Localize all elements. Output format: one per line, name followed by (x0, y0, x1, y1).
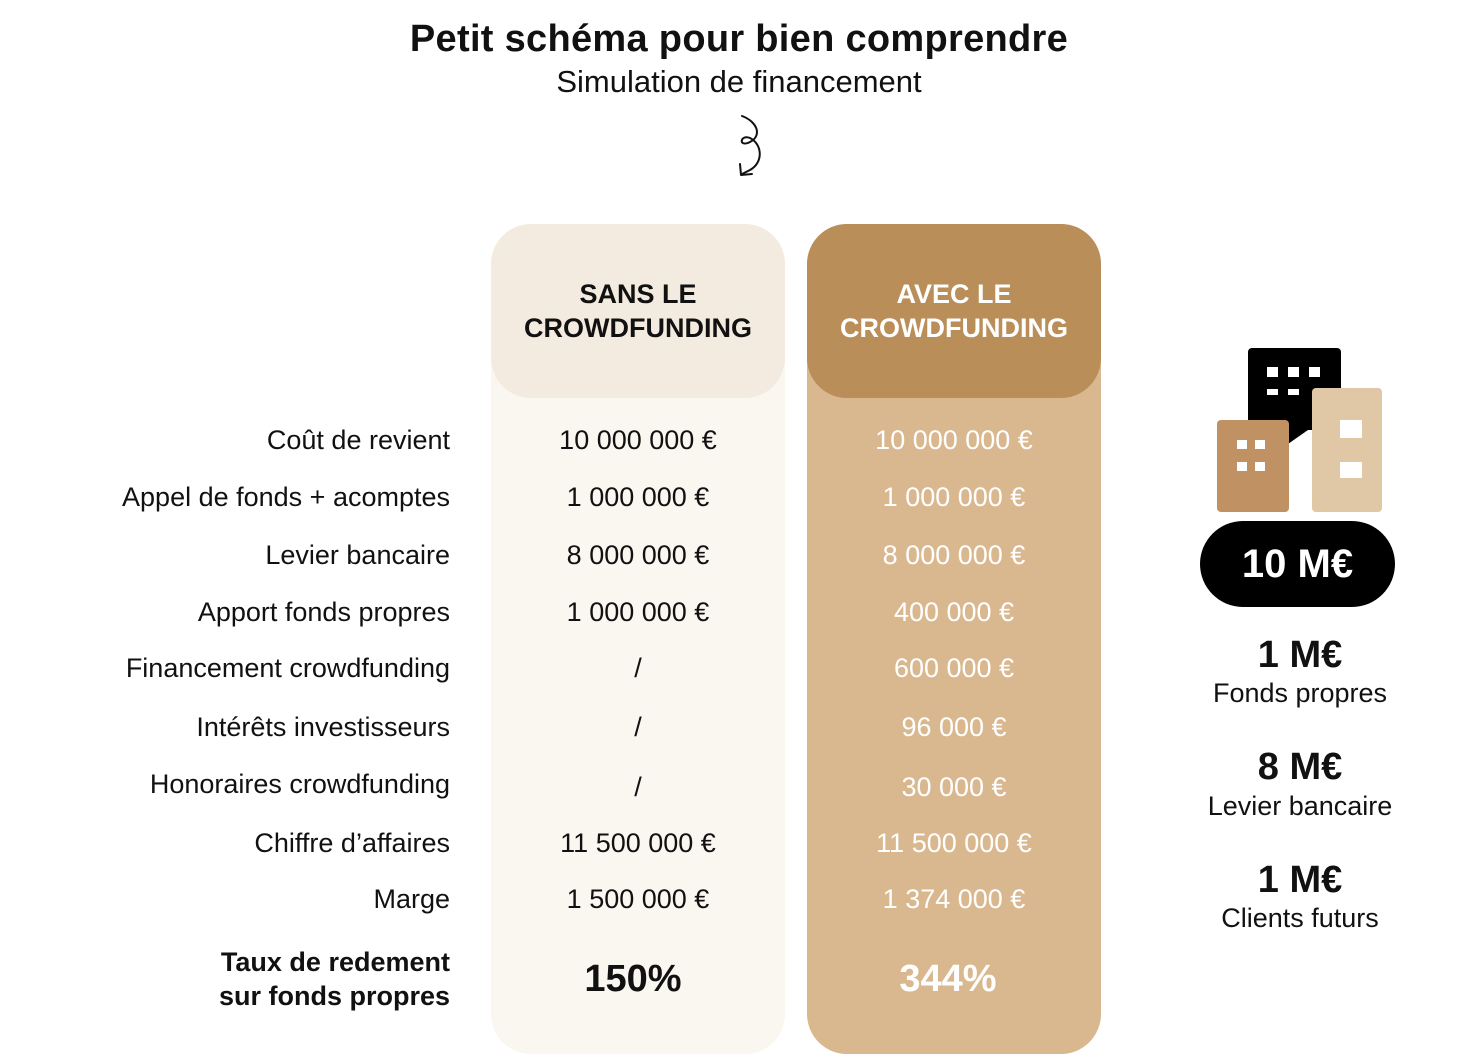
row-value-avec: 10 000 000 € (875, 425, 1033, 455)
yield-value-avec: 344% (899, 958, 997, 1000)
row-value-sans: / (634, 772, 642, 802)
row-value-avec: 96 000 € (901, 712, 1007, 742)
stat-value: 1 M€ (1257, 859, 1343, 901)
stat-label: Levier bancaire (1207, 791, 1393, 821)
row-value-avec: 400 000 € (893, 597, 1015, 627)
stat-label: Clients futurs (1221, 903, 1379, 933)
column-header-sans (491, 224, 785, 398)
row-value-avec: 30 000 € (901, 772, 1007, 802)
row-label: Chiffre d’affaires (254, 828, 450, 858)
page-title: Petit schéma pour bien comprendre (409, 18, 1069, 60)
total-badge: 10 M€ (1200, 521, 1395, 607)
row-value-sans: 1 000 000 € (566, 482, 710, 512)
yield-label-line1: Taux de redement (220, 947, 450, 977)
curly-arrow-icon (728, 112, 774, 182)
yield-label-line2: sur fonds propres (218, 981, 450, 1011)
page-subtitle: Simulation de financement (556, 64, 922, 99)
column-sans-crowdfunding (491, 224, 785, 1054)
row-value-avec: 8 000 000 € (882, 540, 1026, 570)
row-value-avec: 1 000 000 € (882, 482, 1026, 512)
column-header-sans-line1: SANS LE (579, 279, 697, 309)
column-avec-crowdfunding (807, 224, 1101, 1054)
buildings-icon (1216, 346, 1384, 514)
row-value-sans: 1 500 000 € (566, 884, 710, 914)
stat-value: 8 M€ (1257, 746, 1343, 788)
row-label: Levier bancaire (265, 540, 450, 570)
stat-value: 1 M€ (1257, 634, 1343, 676)
row-value-sans: 10 000 000 € (559, 425, 717, 455)
row-value-sans: / (634, 712, 642, 742)
stat-label: Fonds propres (1212, 678, 1388, 708)
yield-value-sans: 150% (584, 958, 682, 1000)
row-value-avec: 11 500 000 € (876, 828, 1032, 858)
yield-label (219, 945, 450, 1013)
row-label: Financement crowdfunding (125, 653, 450, 683)
row-label: Coût de revient (266, 425, 450, 455)
row-label: Honoraires crowdfunding (149, 769, 450, 799)
row-label: Marge (373, 884, 450, 914)
row-value-avec: 1 374 000 € (882, 884, 1026, 914)
column-header-avec-line2: CROWDFUNDING (840, 313, 1068, 343)
row-value-avec: 600 000 € (893, 653, 1015, 683)
row-label: Appel de fonds + acomptes (122, 482, 450, 512)
row-value-sans: / (634, 653, 642, 683)
column-header-avec (807, 224, 1101, 398)
row-value-sans: 1 000 000 € (566, 597, 710, 627)
column-header-sans-line2: CROWDFUNDING (524, 313, 752, 343)
row-value-sans: 11 500 000 € (560, 828, 716, 858)
column-header-avec-line1: AVEC LE (896, 279, 1012, 309)
row-value-sans: 8 000 000 € (566, 540, 710, 570)
row-label: Apport fonds propres (197, 597, 450, 627)
row-label: Intérêts investisseurs (196, 712, 450, 742)
